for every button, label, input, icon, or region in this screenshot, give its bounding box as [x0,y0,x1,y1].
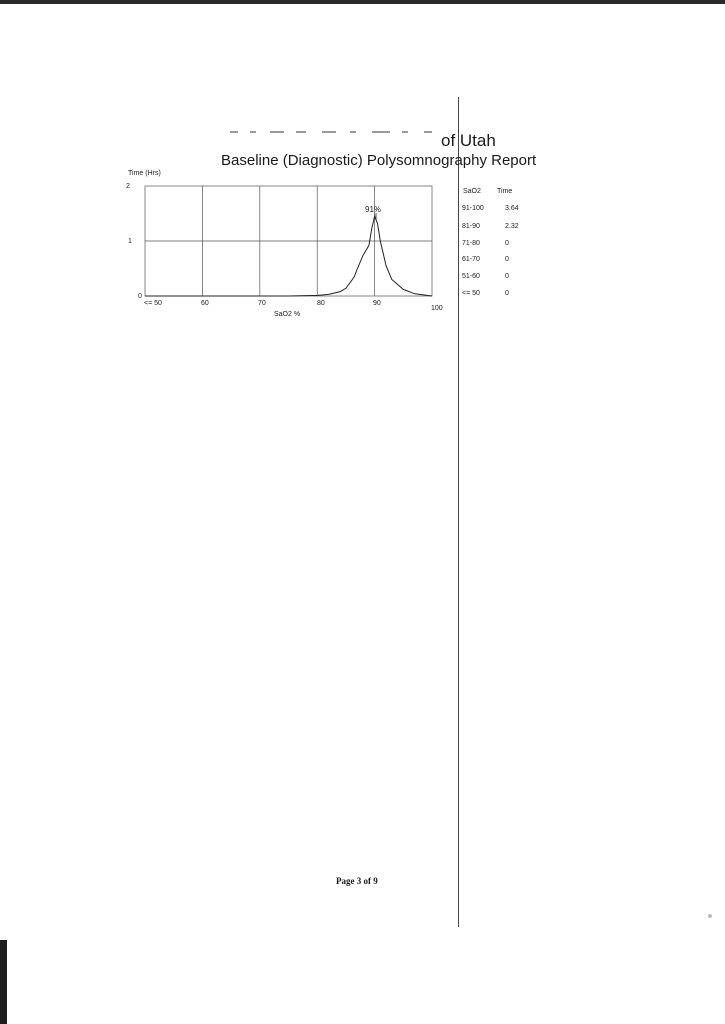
chart-x-tick-label: 90 [373,300,381,307]
chart-y-tick-label: 0 [138,293,142,300]
chart-x-tick-label: <= 50 [144,300,162,307]
table-cell-range: <= 50 [462,290,480,297]
table-cell-range: 81-90 [462,223,480,230]
chart-y-axis-label: Time (Hrs) [128,170,161,177]
chart-series-line [145,216,432,296]
table-cell-range: 61-70 [462,256,480,263]
chart-x-tick-label: 60 [201,300,209,307]
chart-peak-annotation: 91% [365,205,382,214]
table-cell-range: 51-60 [462,273,480,280]
table-header-sao2: SaO2 [463,188,481,195]
table-cell-range: 91-100 [462,205,484,212]
table-cell-time: 2.32 [505,223,519,230]
chart-y-tick-label: 2 [126,183,130,190]
chart-x-tick-label: 100 [431,305,443,312]
page-number: Page 3 of 9 [336,876,378,886]
table-cell-time: 0 [505,290,509,297]
chart-y-tick-label: 1 [128,238,132,245]
report-title-institution: of Utah [441,131,496,150]
table-cell-time: 0 [505,240,509,247]
table-cell-time: 3.64 [505,205,519,212]
chart-x-tick-label: 80 [317,300,325,307]
report-title: Baseline (Diagnostic) Polysomnography Report [221,152,537,169]
chart-x-tick-label: 70 [258,300,266,307]
table-cell-range: 71-80 [462,240,480,247]
table-cell-time: 0 [505,273,509,280]
chart-x-axis-label: SaO2 % [274,311,301,318]
table-cell-time: 0 [505,256,509,263]
table-header-time: Time [497,188,513,195]
